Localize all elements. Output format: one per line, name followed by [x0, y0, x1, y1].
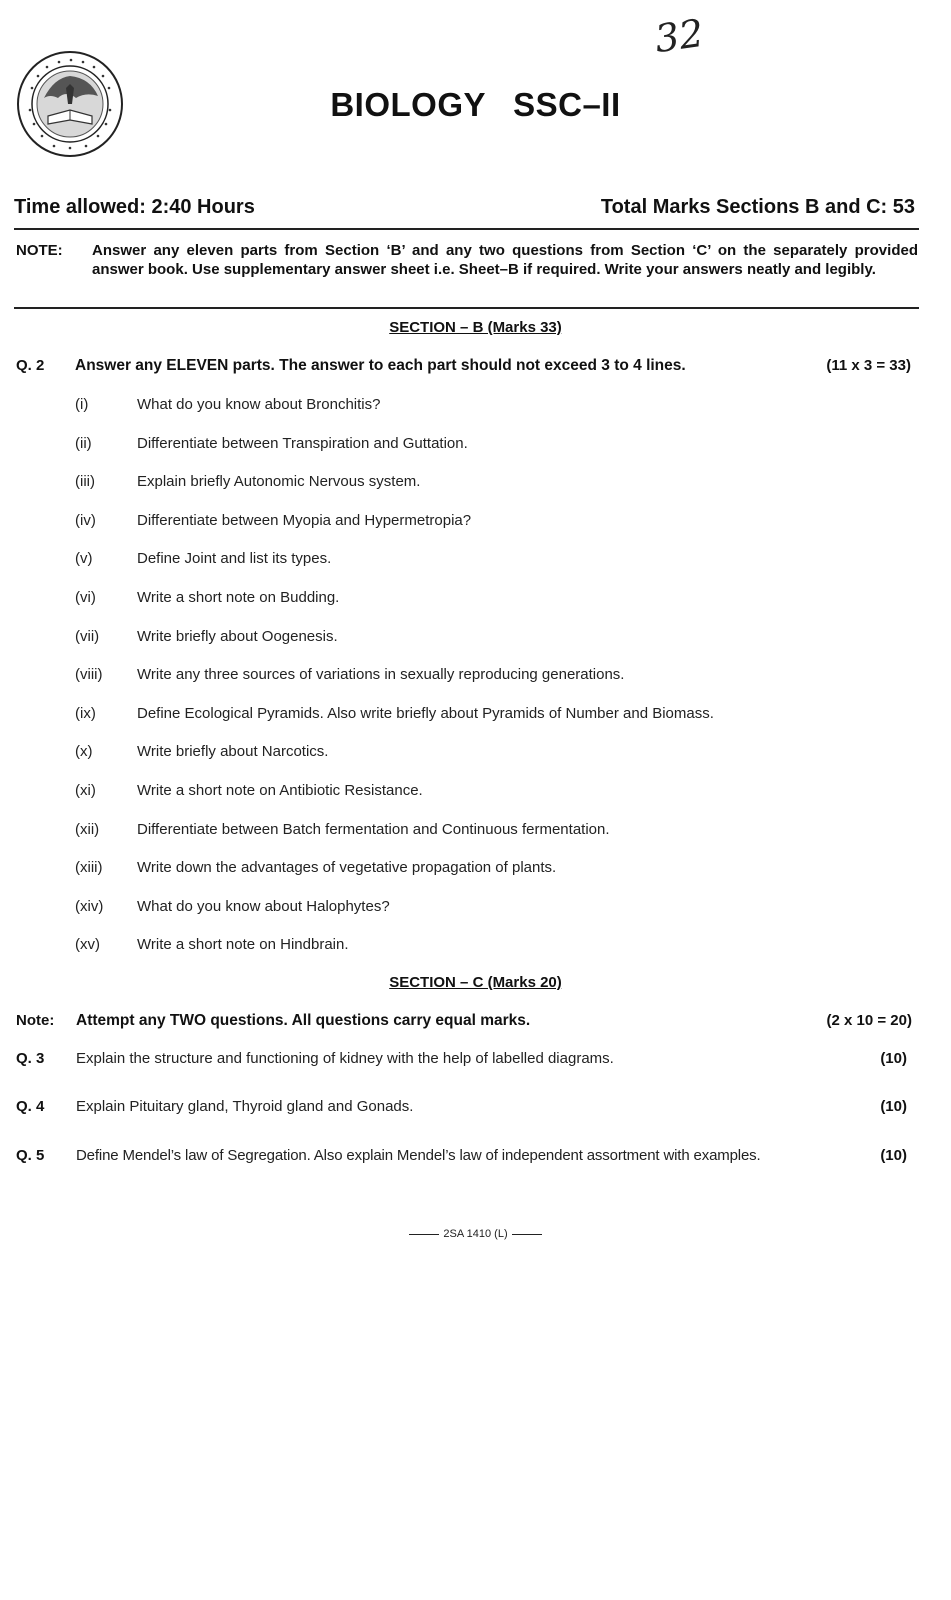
section-c-heading — [0, 974, 951, 991]
question-text: Define Mendel’s law of Segregation. Also explain Mendel’s law of independent assortment with examples. — [76, 1147, 761, 1164]
question-marks: (10) — [880, 1050, 907, 1067]
part-number: (ii) — [75, 435, 92, 452]
part-number: (xiv) — [75, 898, 104, 915]
footer-dash-left — [409, 1234, 439, 1235]
part-text: Differentiate between Transpiration and Guttation. — [137, 435, 468, 452]
part-text: What do you know about Bronchitis? — [137, 396, 381, 413]
divider — [14, 228, 919, 230]
question-text: Explain the structure and functioning of kidney with the help of labelled diagrams. — [76, 1050, 614, 1067]
part-text: Write briefly about Narcotics. — [137, 743, 329, 760]
part-text: Define Ecological Pyramids. Also write briefly about Pyramids of Number and Biomass. — [137, 705, 714, 722]
part-text: Write down the advantages of vegetative propagation of plants. — [137, 859, 557, 876]
section-c-note-text: Attempt any TWO questions. All questions carry equal marks. — [76, 1012, 531, 1029]
part-number: (x) — [75, 743, 93, 760]
part-number: (i) — [75, 396, 89, 413]
part-text: Write a short note on Hindbrain. — [137, 936, 349, 953]
part-number: (iii) — [75, 473, 95, 490]
part-text: Write briefly about Oogenesis. — [137, 628, 338, 645]
part-number: (vii) — [75, 628, 100, 645]
part-number: (iv) — [75, 512, 96, 529]
part-text: Differentiate between Myopia and Hypermetropia? — [137, 512, 472, 529]
question-marks: (11 x 3 = 33) — [826, 357, 911, 374]
question-number: Q. 2 — [16, 357, 45, 374]
part-number: (ix) — [75, 705, 96, 722]
section-b-heading-text: SECTION – B (Marks 33) — [389, 319, 562, 336]
section-c-note-marks: (2 x 10 = 20) — [826, 1012, 912, 1029]
paper-code: 2SA 1410 (L) — [443, 1228, 508, 1240]
exam-meta-row — [14, 196, 915, 219]
part-number: (xiii) — [75, 859, 103, 876]
part-text: Write a short note on Antibiotic Resistance. — [137, 782, 423, 799]
question-number: Q. 5 — [16, 1147, 45, 1164]
section-c-note-label: Note: — [16, 1012, 55, 1029]
part-text: Define Joint and list its types. — [137, 550, 332, 567]
divider — [14, 307, 919, 309]
note-text: Answer any eleven parts from Section ‘B’ and any two questions from Section ‘C’ on the separately provided answer book. Use supplementary answer sheet i.e. Sheet–B if required. Write your answers neatly and legibly. — [92, 242, 918, 278]
part-number: (xv) — [75, 936, 100, 953]
part-number: (v) — [75, 550, 93, 567]
subject-title: BIOLOGY — [330, 86, 486, 123]
question-marks: (10) — [880, 1147, 907, 1164]
part-text: Explain briefly Autonomic Nervous system. — [137, 473, 421, 490]
level-title: SSC–II — [513, 86, 621, 123]
part-number: (viii) — [75, 666, 103, 683]
question-instruction: Answer any ELEVEN parts. The answer to each part should not exceed 3 to 4 lines. — [75, 357, 686, 374]
paper-code-footer — [0, 1228, 951, 1240]
part-number: (xii) — [75, 821, 100, 838]
question-number: Q. 4 — [16, 1098, 45, 1115]
question-text: Explain Pituitary gland, Thyroid gland and Gonads. — [76, 1098, 414, 1115]
footer-dash-right — [512, 1234, 542, 1235]
question-marks: (10) — [880, 1098, 907, 1115]
section-c-heading-text: SECTION – C (Marks 20) — [389, 974, 562, 991]
part-text: Write a short note on Budding. — [137, 589, 340, 606]
total-marks: Total Marks Sections B and C: 53 — [600, 196, 915, 218]
part-number: (vi) — [75, 589, 96, 606]
exam-title — [0, 86, 951, 124]
time-allowed: Time allowed: 2:40 Hours — [14, 196, 255, 218]
handwritten-page-number: 32 — [652, 10, 707, 62]
note-label: NOTE: — [16, 242, 63, 259]
section-b-heading — [0, 319, 951, 336]
part-text: Write any three sources of variations in sexually reproducing generations. — [137, 666, 625, 683]
part-number: (xi) — [75, 782, 96, 799]
question-number: Q. 3 — [16, 1050, 45, 1067]
part-text: Differentiate between Batch fermentation and Continuous fermentation. — [137, 821, 610, 838]
part-text: What do you know about Halophytes? — [137, 898, 390, 915]
